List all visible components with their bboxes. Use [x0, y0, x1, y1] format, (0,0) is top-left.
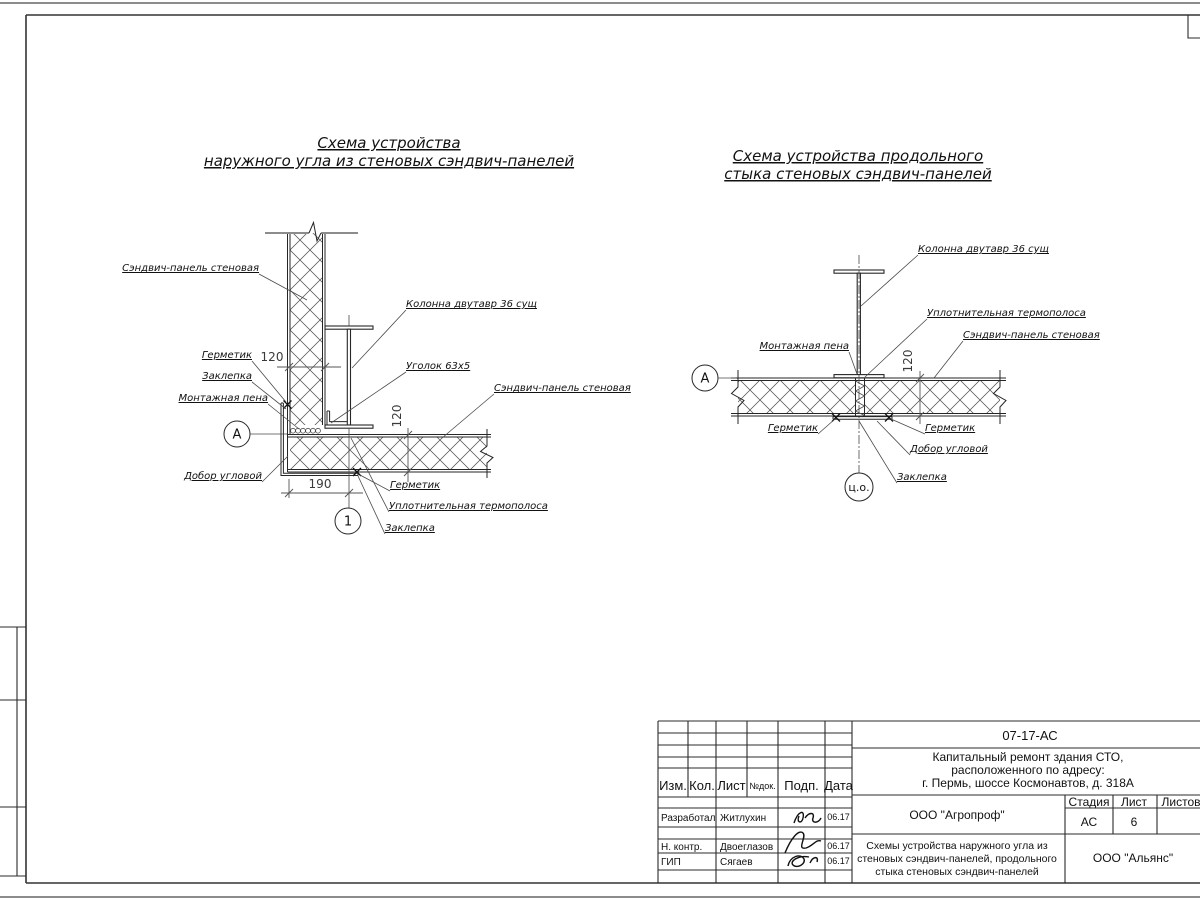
- center-axis-mark: ц.о.: [848, 481, 870, 494]
- stage-label: Стадия: [1068, 795, 1110, 809]
- signature-ncontrol: [785, 832, 821, 853]
- sheets-label: Листов: [1161, 795, 1200, 809]
- project-name-line1: Капитальный ремонт здания СТО,: [932, 750, 1124, 764]
- row-ncontrol-role: Н. контр.: [661, 842, 703, 853]
- label-foam: Монтажная пена: [759, 341, 849, 352]
- row-developer-date: 06.17: [827, 812, 850, 822]
- header-list: Лист: [717, 778, 746, 793]
- label-sealant-right: Герметик: [925, 423, 976, 434]
- wall-panel-vertical: [290, 233, 323, 425]
- header-podp: Подп.: [784, 778, 819, 793]
- foam-scribble: [291, 428, 321, 433]
- row-gip-role: ГИП: [661, 857, 681, 868]
- dim-text-120-wall: 120: [260, 350, 284, 364]
- org-name: ООО "Агропроф": [909, 808, 1005, 822]
- label-rivet-bottom: Заклепка: [385, 523, 435, 534]
- title-block: [658, 721, 1200, 883]
- wall-panel: [738, 381, 1000, 414]
- header-izm: Изм.: [659, 778, 687, 793]
- label-rivet-top: Заклепка: [202, 371, 252, 382]
- header-kol: Кол.: [689, 778, 715, 793]
- row-gip-date: 06.17: [827, 856, 850, 866]
- label-thermal-strip: Уплотнительная термополоса: [927, 308, 1086, 319]
- column-bottom-flange: [325, 425, 373, 428]
- label-column: Колонна двутавр 36 сущ: [918, 244, 1049, 255]
- left-margin-table: [0, 627, 26, 876]
- label-sandwich-panel-left: Сэндвич-панель стеновая: [122, 263, 259, 274]
- signature-gip: [788, 856, 817, 867]
- right-diagram-linework: [692, 255, 1006, 501]
- document-code: 07-17-АС: [1002, 728, 1058, 743]
- left-diagram-title-line2: наружного угла из стеновых сэндвич-панелей: [203, 152, 575, 170]
- project-name-line2: расположенного по адресу:: [951, 763, 1105, 777]
- project-name-line3: г. Пермь, шоссе Космонавтов, д. 318А: [922, 776, 1134, 790]
- label-angle: Уголок 63х5: [406, 361, 471, 372]
- left-diagram-linework: [224, 223, 494, 535]
- label-sealant-top: Герметик: [201, 350, 252, 361]
- row-developer-name: Житлухин: [720, 813, 767, 824]
- left-diagram-title-line1: Схема устройства: [317, 134, 461, 152]
- label-rivet: Заклепка: [897, 472, 947, 483]
- row-ncontrol-date: 06.17: [827, 841, 850, 851]
- node-mark-1: 1: [343, 514, 353, 530]
- sheet-label: Лист: [1120, 795, 1148, 809]
- label-corner-trim: Добор угловой: [184, 471, 262, 482]
- label-sealant-left: Герметик: [767, 423, 818, 434]
- left-diagram: [122, 134, 631, 534]
- label-thermal-strip: Уплотнительная термополоса: [389, 501, 548, 512]
- corner-trim: [833, 417, 892, 420]
- signature-developer: [794, 812, 821, 823]
- label-column: Колонна двутавр 36 сущ: [406, 299, 537, 310]
- angle-63x5: [327, 411, 347, 425]
- row-ncontrol-name: Двоеглазов: [720, 842, 774, 853]
- right-diagram-title-line2: стыка стеновых сэндвич-панелей: [724, 165, 992, 183]
- stage-value: АС: [1080, 815, 1098, 829]
- section-mark-a: А: [700, 371, 710, 387]
- row-gip-name: Сягаев: [720, 857, 753, 868]
- dim-text-120-panel: 120: [390, 404, 404, 428]
- right-diagram: [692, 147, 1100, 501]
- contractor-name: ООО "Альянс": [1092, 851, 1174, 865]
- label-corner-trim: Добор угловой: [910, 444, 988, 455]
- right-diagram-title-line1: Схема устройства продольного: [732, 147, 984, 165]
- corner-stamp-box: [1188, 15, 1200, 38]
- header-ndok: №док.: [749, 781, 776, 791]
- row-developer-role: Разработал: [661, 813, 716, 824]
- doc-title-line3: стыка стеновых сэндвич-панелей: [875, 866, 1039, 878]
- doc-title-line2: стеновых сэндвич-панелей, продольного: [857, 853, 1057, 865]
- sheet-number: 6: [1130, 815, 1138, 829]
- label-sealant-bottom: Герметик: [390, 480, 441, 491]
- doc-title-line1: Схемы устройства наружного угла из: [866, 840, 1048, 852]
- header-data: Дата: [824, 778, 853, 793]
- dim-text-120: 120: [901, 349, 915, 373]
- wall-panel-horizontal: [290, 437, 487, 470]
- label-sandwich-panel-right: Сэндвич-панель стеновая: [494, 383, 631, 394]
- section-mark-a: А: [232, 427, 242, 443]
- dim-text-190: 190: [308, 477, 332, 491]
- label-sandwich-panel: Сэндвич-панель стеновая: [963, 330, 1100, 341]
- label-foam: Монтажная пена: [178, 393, 268, 404]
